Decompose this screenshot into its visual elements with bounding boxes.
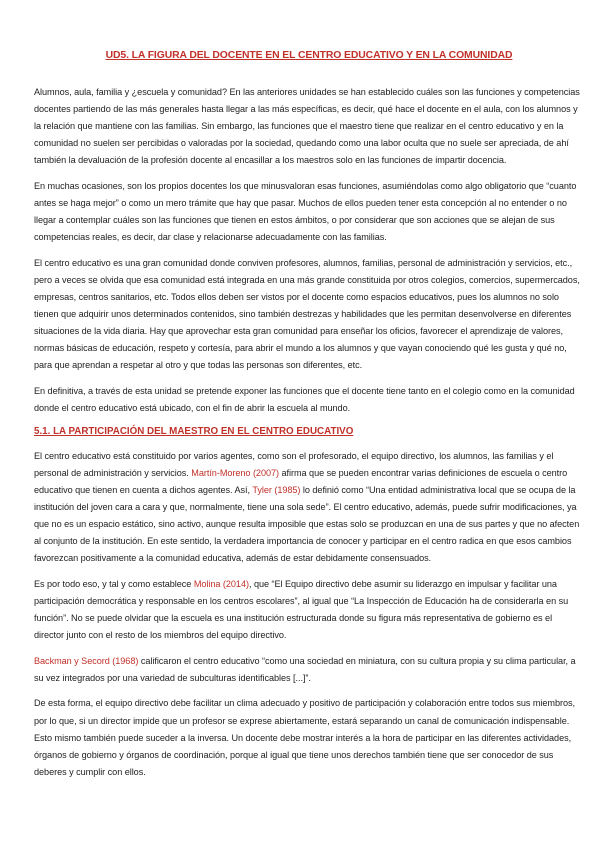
intro-paragraph-4: En definitiva, a través de esta unidad se pretende exponer las funciones que el docente tiene tanto en el colegio como en la comunidad donde el centro educativo está ubicado, con el fin de abrir la escuela al mundo.: [34, 386, 575, 414]
paragraph-text: , que “El Equipo directivo debe asumir su liderazgo en impulsar y facilitar una participación democrática y responsable en los centros escolares”, al igual que “La Inspección de Educación ha de considerarla en su función”. No se puede olvidar que la escuela es una institución estructurada donde su figura más representativa de gobierno es el director junto con el resto de los miembros del equipo directivo.: [34, 578, 569, 641]
intro-paragraph-1: Alumnos, aula, familia y ¿escuela y comunidad? En las anteriores unidades se han establecido cuáles son las funciones y competencias docentes partiendo de las más generales hasta llegar a las más específicas, es decir, qué hace el docente en el aula, con los alumnos y la relación que mantiene con las familias. Sin embargo, las funciones que el maestro tiene que realizar en el centro educativo y en la comunidad no suelen ser percibidas o valoradas por la sociedad, quedando como una labor oculta que no suele ser apreciada, de ahí también la devaluación de la profesión docente al encasillar a los maestros solo en las funciones de impartir docencia.: [34, 87, 580, 166]
intro-paragraph-3: El centro educativo es una gran comunidad donde conviven profesores, alumnos, familias, personal de administración y servicios, etc., pero a veces se olvida que esa comunidad está integrada en una más grande constituida por otros colegios, comercios, supermercados, empresas, centros sanitarios, etc. Todos ellos deben ser vistos por el docente como espacios educativos, pues los alumnos no solo tienen que adquirir unos determinados contenidos, sino también destrezas y habilidades que les permitan desenvolverse en diferentes situaciones de la vida diaria. Hay que aprovechar esta gran comunidad para enseñar los oficios, favorecer el aprendizaje de valores, normas básicas de educación, respeto y cortesía, para abrir el mundo a los alumnos y que vayan conociendo qué les gusta y qué no, para que aprendan a respetar al otro y que todas las personas son diferentes, etc.: [34, 257, 580, 371]
citation-backman-secord: Backman y Secord (1968): [34, 655, 139, 666]
citation-martin-moreno: Martín-Moreno (2007): [191, 467, 280, 478]
paragraph-text: Es por todo eso, y tal y como establece: [34, 578, 194, 589]
paragraph-text: El centro educativo está constituido por varios agentes, como son el profesorado, el equipo directivo, los alumnos, las familias y el personal de administración y servicios.: [34, 450, 554, 478]
section-paragraph-4: De esta forma, el equipo directivo debe facilitar un clima adecuado y positivo de participación y colaboración entre todos sus miembros, por lo que, si un director impide que un profesor se exprese abiertamente, estará separando un canal de comunicación indispensable. Esto mismo también puede suceder a la inversa. Un docente debe mostrar interés a la hora de participar en las diferentes actividades, órganos de gobierno y órganos de coordinación, porque al igual que tiene unos derechos también tiene que ser conocedor de sus deberes y cumplir con ellos.: [34, 698, 575, 777]
section-paragraph-3: [34, 653, 584, 687]
section-title: 5.1. LA PARTICIPACIÓN DEL MAESTRO EN EL CENTRO EDUCATIVO: [34, 425, 354, 437]
citation-tyler: Tyler (1985): [252, 484, 301, 495]
paragraph-text: calificaron el centro educativo “como una sociedad en miniatura, con su cultura propia y su clima particular, a su vez integrados por una variedad de subculturas identificables [...]”.: [34, 655, 576, 683]
citation-molina: Molina (2014): [193, 578, 249, 589]
section-paragraph-1: [34, 448, 584, 568]
paragraph-text: afirma que se pueden encontrar varias definiciones de escuela o centro educativo que tienen en cuenta a dichos agentes. Así,: [34, 467, 568, 495]
document-title: UD5. LA FIGURA DEL DOCENTE EN EL CENTRO EDUCATIVO Y EN LA COMUNIDAD: [105, 50, 513, 61]
intro-paragraph-2: En muchas ocasiones, son los propios docentes los que minusvaloran esas funciones, asumiéndolas como algo obligatorio que “cuanto antes se haga mejor” o como un mero trámite que hay que pasar. Muchos de ellos pueden tener esta concepción al no entender o no llegar a contemplar cuáles son las funciones que tienen en estos ámbitos, o por considerar que son acciones que se alejan de sus competencias reales, es decir, dar clase y relacionarse adecuadamente con las familias.: [34, 180, 577, 243]
section-paragraph-2: [34, 576, 584, 644]
paragraph-text: lo definió como “Una entidad administrativa local que se ocupa de la institución del joven cara a cara y que, normalmente, tiene una sola sede”. El centro educativo, además, puede sufrir modificaciones, ya que no es un espacio estático, sino activo, aunque resulta imposible que estas solo se produzcan en una de sus partes y que no afecten al conjunto de la institución. En este sentido, la verdadera importancia de conocer y participar en el centro radica en que esos cambios favorezcan positivamente a la comunidad educativa, además de estar debidamente consensuados.: [34, 484, 580, 564]
